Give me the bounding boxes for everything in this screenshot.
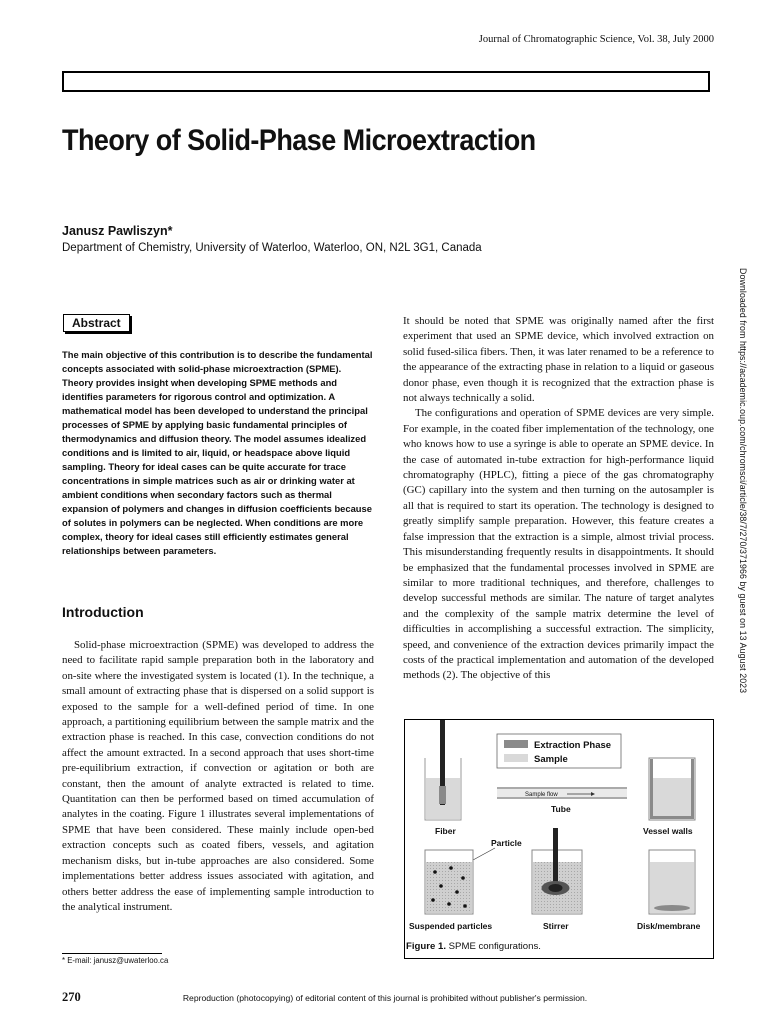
spme-configurations-diagram: [405, 720, 715, 960]
stirrer-label: Stirrer: [543, 921, 569, 931]
author-affiliation: Department of Chemistry, University of Waterloo, Waterloo, ON, N2L 3G1, Canada: [62, 242, 482, 254]
figure-1: [404, 719, 714, 959]
figure-caption: [406, 941, 541, 952]
vessel-walls-label: Vessel walls: [643, 826, 693, 836]
article-title: Theory of Solid-Phase Microextraction: [62, 124, 536, 157]
suspended-particles-label: Suspended particles: [409, 921, 493, 931]
introduction-heading: Introduction: [62, 604, 144, 620]
tube-label: Tube: [551, 804, 571, 814]
disk-configuration: [637, 850, 701, 931]
legend: [497, 734, 621, 768]
abstract-text: The main objective of this contribution is to describe the fundamental concepts associated with solid-phase microextraction (SPME). Theory provides insight when developing SPME methods and identifies parameters for rigorous control and optimization. A mathematical model has been developed to understand the principal processes of SPME by applying basic fundamental principles of thermodynamics and diffusion theory. The model assumes idealized conditions and is limited to air, liquid, or headspace above liquid sampling. Theory for ideal cases can be quite accurate for trace concentrations in simple matrices such as air or drinking water at ambient conditions when secondary factors such as thermal expansion of polymers and changes in diffusion coefficients because of solutes in polymers can be neglected. When conditions are more complex, theory for ideal cases still efficiently estimates general relationships between parameters.: [62, 349, 373, 556]
footnote-rule: [62, 953, 162, 954]
right-paragraph-1: It should be noted that SPME was originally named after the first experiment that used an SPME device, which involved extraction on solid fused-silica fibers. Then, it was later renamed to be a reference to the appearance of the extracting phase in relation to a liquid or gaseous donor phase, even though it is recognized that the extraction phase is not always technically a solid.: [403, 315, 714, 405]
right-column: [403, 314, 714, 684]
figure-caption-text: SPME configurations.: [445, 941, 541, 952]
right-paragraph-2: The configurations and operation of SPME devices are very simple. For example, in the coated fiber implementation of the technology, one who knows how to use a syringe is able to operate an SPME device. In the case of automated in-tube extraction for high-performance liquid chromatography (HPLC), fitting a piece of the gas chromatography (GC) capillary into the system and then turning on the autosampler is all that is required to start its operation. The technology is designed to greatly simplify sample preparation. However, this feature creates a false impression that the extraction is a simple, almost trivial process. This misunderstanding frequently results in disappointments. It should be emphasized that the fundamental processes involved in SPME are similar to more traditional techniques, and therefore, challenges to develop successful methods are similar. The nature of target analytes and the complexity of the sample matrix determine the level of difficulties in accomplishing a successful extraction. The simplicity, speed, and convenience of the extraction devices primarily impact the costs of the practical implementation and automation of the developed methods (2). The objective of this: [403, 407, 714, 682]
abstract-heading: Abstract: [63, 314, 130, 332]
legend-sample-label: Sample: [534, 754, 568, 765]
legend-sample-swatch: [504, 754, 528, 762]
download-note[interactable]: Downloaded from https://academic.oup.com/chromsci/article/38/7/270/371966 by guest on 13 August 2023: [738, 268, 748, 694]
footnote-email: * E-mail: janusz@uwaterloo.ca: [62, 956, 169, 965]
vessel-configuration: [643, 758, 695, 836]
disk-membrane: [654, 905, 690, 911]
intro-paragraph: Solid-phase microextraction (SPME) was developed to address the need to facilitate rapid sample preparation both in the laboratory and on-site where the investigated system is located (1). In the technique, a small amount of extracting phase that is dispersed on a solid support is exposed to the sample for a well-defined period of time. In one approach, a partitioning equilibrium between the sample matrix and the extraction phase is reached. In this case, convection conditions do not affect the amount extracted. In a second approach that uses short-time pre-equilibrium extraction, if convection or agitation or both are constant, then the amount of analyte extracted is related to time. Quantitation can then be performed based on timed accumulation of analytes in the coating. Figure 1 illustrates several implementations of SPME that have been considered. These mainly include open-bed extraction concepts such as coated fibers, vessels, and agitation mechanism disks, but in-tube approaches are also considered. Some implementations better address issues associated with agitation, and others better address the ease of implementing sample introduction to the analytical instrument.: [62, 639, 374, 913]
left-column: [62, 638, 374, 915]
sample-flow-label: Sample flow: [525, 792, 558, 798]
journal-header: Journal of Chromatographic Science, Vol. 38, July 2000: [478, 34, 714, 45]
download-sidebar: [735, 268, 749, 758]
fiber-coating: [439, 786, 446, 804]
header-rule-box: [62, 71, 710, 92]
stirrer-configuration: [532, 828, 582, 931]
fiber-label: Fiber: [435, 826, 456, 836]
particle-label: Particle: [491, 838, 522, 848]
page-number: 270: [62, 990, 81, 1004]
disk-membrane-label: Disk/membrane: [637, 921, 701, 931]
footer-notice: Reproduction (photocopying) of editorial content of this journal is prohibited without publisher's permission.: [182, 993, 588, 1003]
legend-extraction-label: Extraction Phase: [534, 740, 612, 751]
figure-caption-label: Figure 1.: [406, 941, 446, 952]
fiber-configuration: [425, 720, 461, 836]
tube-configuration: [497, 788, 627, 814]
stirrer-shaft: [553, 828, 558, 888]
suspended-particles-configuration: [409, 838, 522, 931]
author-name: Janusz Pawliszyn*: [62, 224, 173, 238]
legend-extraction-swatch: [504, 740, 528, 748]
